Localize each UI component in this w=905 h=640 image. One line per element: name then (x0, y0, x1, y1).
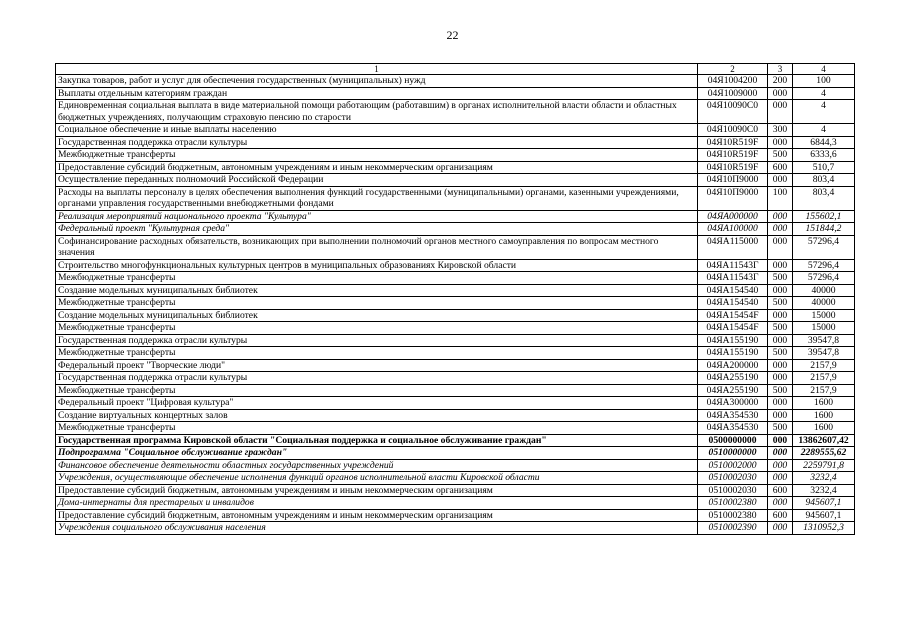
row-amount: 4 (793, 87, 855, 100)
row-amount: 510,7 (793, 161, 855, 174)
row-code: 04ЯА154540 (698, 284, 768, 297)
table-row (56, 509, 855, 522)
row-amount: 1600 (793, 409, 855, 422)
table-row (56, 136, 855, 149)
row-amount: 100 (793, 75, 855, 88)
table-row (56, 87, 855, 100)
row-kind: 000 (768, 334, 793, 347)
row-kind: 500 (768, 149, 793, 162)
table-row (56, 322, 855, 335)
header-col-3: 3 (768, 64, 793, 75)
row-kind: 000 (768, 87, 793, 100)
table-row (56, 522, 855, 535)
table-row (56, 235, 855, 259)
table-row (56, 100, 855, 124)
budget-table (55, 63, 855, 535)
table-row (56, 359, 855, 372)
row-code: 0510002380 (698, 509, 768, 522)
row-code: 0510002380 (698, 497, 768, 510)
row-name: Предоставление субсидий бюджетным, автономным учреждениям и иным некоммерческим организациям (56, 484, 698, 497)
row-kind: 000 (768, 235, 793, 259)
row-kind: 600 (768, 509, 793, 522)
row-amount: 155602,1 (793, 210, 855, 223)
row-name: Межбюджетные трансферты (56, 149, 698, 162)
page-number: 22 (446, 28, 459, 42)
row-amount: 151844,2 (793, 223, 855, 236)
row-name: Федеральный проект "Творческие люди" (56, 359, 698, 372)
row-name: Дома-интернаты для престарелых и инвалидов (56, 497, 698, 510)
row-name: Строительство многофункциональных культурных центров в муниципальных образованиях Кировской области (56, 259, 698, 272)
row-name: Закупка товаров, работ и услуг для обеспечения государственных (муниципальных) нужд (56, 75, 698, 88)
row-kind: 000 (768, 309, 793, 322)
table-row (56, 334, 855, 347)
row-name: Федеральный проект "Цифровая культура" (56, 397, 698, 410)
row-code: 04ЯА155190 (698, 347, 768, 360)
row-name: Государственная поддержка отрасли культуры (56, 136, 698, 149)
row-code: 04ЯА11543Г (698, 272, 768, 285)
row-kind: 000 (768, 447, 793, 460)
row-code: 0510000000 (698, 447, 768, 460)
row-code: 04ЯА15454F (698, 322, 768, 335)
row-amount: 2259791,8 (793, 459, 855, 472)
table-row (56, 422, 855, 435)
row-kind: 000 (768, 497, 793, 510)
row-code: 04Я1004200 (698, 75, 768, 88)
table-row (56, 284, 855, 297)
table-row (56, 472, 855, 485)
row-code: 04ЯА100000 (698, 223, 768, 236)
row-amount: 3232,4 (793, 472, 855, 485)
row-amount: 15000 (793, 322, 855, 335)
row-amount: 2289555,62 (793, 447, 855, 460)
row-amount: 3232,4 (793, 484, 855, 497)
row-code: 04ЯА255190 (698, 372, 768, 385)
row-code: 04ЯА11543Г (698, 259, 768, 272)
table-row (56, 484, 855, 497)
row-amount: 1600 (793, 422, 855, 435)
row-kind: 000 (768, 397, 793, 410)
header-col-4: 4 (793, 64, 855, 75)
row-name: Единовременная социальная выплата в виде материальной помощи работающим (работавшим) в органах исполнительной власти области и областных бюджетных учреждениях, получающим страховую пенсию по старости (56, 100, 698, 124)
row-code: 0510002000 (698, 459, 768, 472)
row-kind: 500 (768, 322, 793, 335)
row-name: Государственная программа Кировской области "Социальная поддержка и социальное обслуживание граждан" (56, 434, 698, 447)
row-name: Выплаты отдельным категориям граждан (56, 87, 698, 100)
row-name: Социальное обеспечение и иные выплаты населению (56, 124, 698, 137)
row-amount: 39547,8 (793, 347, 855, 360)
header-col-2: 2 (698, 64, 768, 75)
row-amount: 1310952,3 (793, 522, 855, 535)
table-row (56, 447, 855, 460)
row-kind: 000 (768, 434, 793, 447)
row-name: Создание виртуальных концертных залов (56, 409, 698, 422)
row-amount: 57296,4 (793, 259, 855, 272)
row-name: Межбюджетные трансферты (56, 347, 698, 360)
table-header-row (56, 64, 855, 75)
row-name: Реализация мероприятий национального проекта "Культура" (56, 210, 698, 223)
row-code: 04ЯА300000 (698, 397, 768, 410)
row-amount: 803,4 (793, 186, 855, 210)
row-kind: 000 (768, 472, 793, 485)
row-name: Подпрограмма "Социальное обслуживание граждан" (56, 447, 698, 460)
table-row (56, 272, 855, 285)
row-kind: 000 (768, 459, 793, 472)
table-row (56, 210, 855, 223)
row-amount: 803,4 (793, 174, 855, 187)
row-name: Расходы на выплаты персоналу в целях обеспечения выполнения функций государственными (муниципальными) органами, казенными учреждениями, органами управления государственными внебюджетными фондами (56, 186, 698, 210)
row-kind: 300 (768, 124, 793, 137)
row-amount: 2157,9 (793, 384, 855, 397)
row-kind: 500 (768, 297, 793, 310)
row-code: 04ЯА15454F (698, 309, 768, 322)
row-kind: 000 (768, 259, 793, 272)
row-code: 04ЯА354530 (698, 409, 768, 422)
row-name: Предоставление субсидий бюджетным, автономным учреждениям и иным некоммерческим организациям (56, 161, 698, 174)
table-row (56, 223, 855, 236)
table-row (56, 259, 855, 272)
row-name: Государственная поддержка отрасли культуры (56, 372, 698, 385)
header-col-1: 1 (56, 64, 698, 75)
row-amount: 945607,1 (793, 497, 855, 510)
row-name: Государственная поддержка отрасли культуры (56, 334, 698, 347)
row-name: Межбюджетные трансферты (56, 272, 698, 285)
row-kind: 100 (768, 186, 793, 210)
table-row (56, 124, 855, 137)
table-row (56, 434, 855, 447)
table-row (56, 297, 855, 310)
row-name: Создание модельных муниципальных библиотек (56, 284, 698, 297)
row-amount: 15000 (793, 309, 855, 322)
row-code: 04ЯА155190 (698, 334, 768, 347)
row-code: 04ЯА200000 (698, 359, 768, 372)
row-amount: 945607,1 (793, 509, 855, 522)
row-name: Межбюджетные трансферты (56, 384, 698, 397)
row-amount: 57296,4 (793, 235, 855, 259)
row-kind: 500 (768, 422, 793, 435)
row-code: 04Я1009000 (698, 87, 768, 100)
table-row (56, 161, 855, 174)
row-amount: 1600 (793, 397, 855, 410)
row-name: Осуществление переданных полномочий Российской Федерации (56, 174, 698, 187)
row-code: 04ЯА255190 (698, 384, 768, 397)
row-kind: 000 (768, 174, 793, 187)
row-amount: 4 (793, 124, 855, 137)
row-name: Предоставление субсидий бюджетным, автономным учреждениям и иным некоммерческим организациям (56, 509, 698, 522)
row-code: 04Я10090С0 (698, 124, 768, 137)
row-kind: 500 (768, 384, 793, 397)
row-code: 04ЯА000000 (698, 210, 768, 223)
row-code: 04Я10R519F (698, 136, 768, 149)
row-kind: 000 (768, 372, 793, 385)
row-name: Финансовое обеспечение деятельности областных государственных учреждений (56, 459, 698, 472)
row-kind: 000 (768, 409, 793, 422)
row-kind: 000 (768, 359, 793, 372)
row-amount: 39547,8 (793, 334, 855, 347)
row-code: 04Я10П9000 (698, 186, 768, 210)
table-row (56, 409, 855, 422)
row-amount: 40000 (793, 297, 855, 310)
row-kind: 500 (768, 347, 793, 360)
row-kind: 000 (768, 223, 793, 236)
row-name: Межбюджетные трансферты (56, 297, 698, 310)
table-row (56, 174, 855, 187)
row-code: 04ЯА354530 (698, 422, 768, 435)
row-kind: 600 (768, 484, 793, 497)
row-name: Создание модельных муниципальных библиотек (56, 309, 698, 322)
row-amount: 40000 (793, 284, 855, 297)
row-name: Учреждения социального обслуживания населения (56, 522, 698, 535)
row-kind: 200 (768, 75, 793, 88)
row-code: 0510002390 (698, 522, 768, 535)
row-kind: 500 (768, 272, 793, 285)
row-amount: 6844,3 (793, 136, 855, 149)
row-code: 04ЯА115000 (698, 235, 768, 259)
table-row (56, 372, 855, 385)
row-code: 0510002030 (698, 484, 768, 497)
row-name: Учреждения, осуществляющие обеспечение исполнения функций органов исполнительной власти Кировской области (56, 472, 698, 485)
row-amount: 2157,9 (793, 372, 855, 385)
row-code: 04Я10П9000 (698, 174, 768, 187)
row-code: 04ЯА154540 (698, 297, 768, 310)
row-code: 04Я10090С0 (698, 100, 768, 124)
table-row (56, 459, 855, 472)
table-row (56, 347, 855, 360)
table-row (56, 149, 855, 162)
row-amount: 4 (793, 100, 855, 124)
row-name: Федеральный проект "Культурная среда" (56, 223, 698, 236)
row-kind: 600 (768, 161, 793, 174)
row-name: Межбюджетные трансферты (56, 322, 698, 335)
row-code: 04Я10R519F (698, 149, 768, 162)
table-row (56, 75, 855, 88)
row-code: 04Я10R519F (698, 161, 768, 174)
table-row (56, 384, 855, 397)
row-amount: 6333,6 (793, 149, 855, 162)
row-amount: 57296,4 (793, 272, 855, 285)
row-kind: 000 (768, 522, 793, 535)
row-kind: 000 (768, 210, 793, 223)
row-kind: 000 (768, 284, 793, 297)
table-row (56, 309, 855, 322)
row-kind: 000 (768, 100, 793, 124)
row-amount: 2157,9 (793, 359, 855, 372)
row-code: 0510002030 (698, 472, 768, 485)
row-name: Софинансирование расходных обязательств, возникающих при выполнении полномочий органов местного самоуправления по вопросам местного значения (56, 235, 698, 259)
table-row (56, 397, 855, 410)
row-kind: 000 (768, 136, 793, 149)
table-row (56, 497, 855, 510)
table-row (56, 186, 855, 210)
row-code: 0500000000 (698, 434, 768, 447)
row-name: Межбюджетные трансферты (56, 422, 698, 435)
row-amount: 13862607,42 (793, 434, 855, 447)
